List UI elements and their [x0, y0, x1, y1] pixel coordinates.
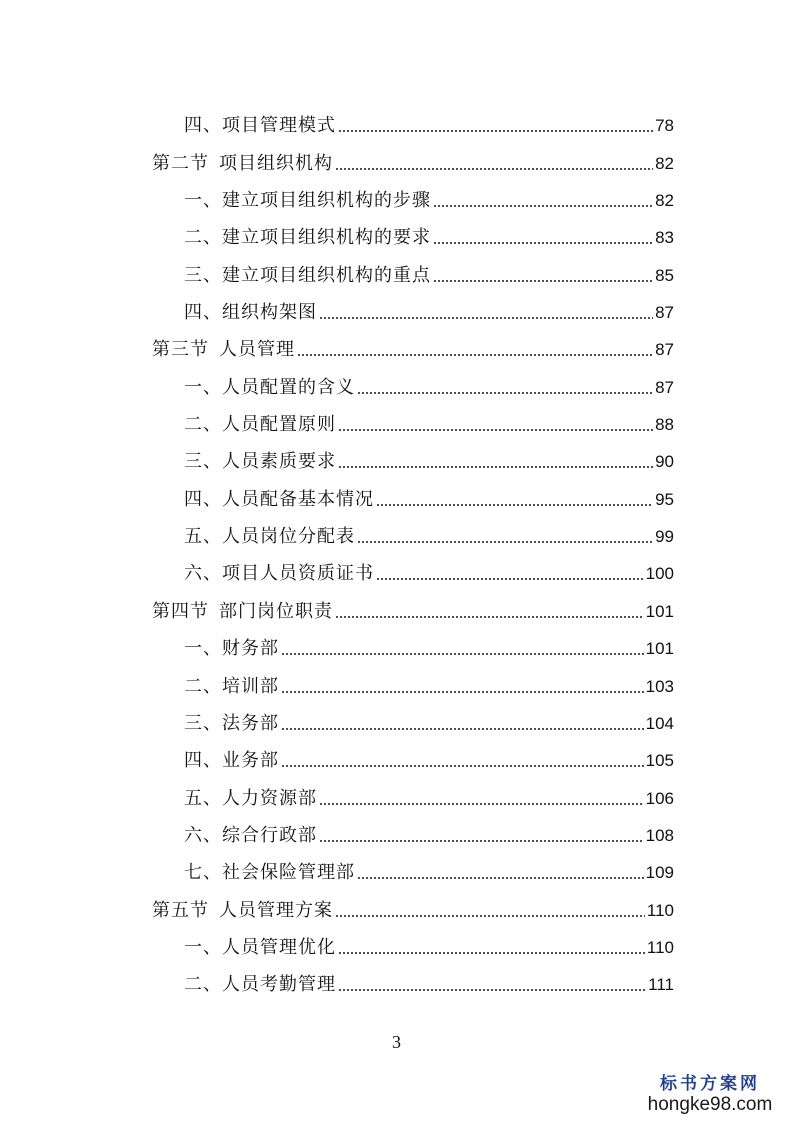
toc-entry-text: 组织构架图 — [222, 302, 317, 324]
toc-entry-page: 100 — [645, 564, 674, 584]
toc-entry-text: 项目人员资质证书 — [222, 563, 374, 585]
toc-entry-page: 90 — [655, 452, 674, 472]
dot-leader — [338, 989, 646, 991]
toc-entry-title — [184, 227, 431, 249]
toc-entry-page: 111 — [648, 975, 674, 995]
toc-entry-page: 101 — [645, 639, 674, 659]
toc-entry-page: 101 — [645, 601, 674, 621]
toc-entry-title — [152, 339, 295, 361]
toc-entry-page: 95 — [655, 489, 674, 509]
toc-entry-number: 三、 — [184, 264, 222, 286]
toc-entry-title — [184, 302, 317, 324]
toc-entry-title — [184, 974, 336, 996]
watermark-cn: 标书方案网 — [660, 1074, 760, 1094]
toc-entry-title — [184, 750, 279, 772]
toc-entry-page: 110 — [646, 900, 674, 920]
dot-leader — [357, 541, 653, 543]
dot-leader — [338, 130, 653, 132]
dot-leader — [297, 354, 653, 356]
watermark-url: hongke98.com — [647, 1094, 773, 1115]
toc-entry-number: 一、 — [184, 376, 222, 398]
toc-entry-number: 一、 — [184, 638, 222, 660]
toc-entry[interactable] — [152, 850, 674, 887]
page-number: 3 — [392, 1032, 401, 1052]
toc-entry-number: 五、 — [184, 526, 222, 548]
toc-entry-text: 人员管理 — [219, 339, 295, 361]
toc-entry-page: 83 — [655, 228, 674, 248]
toc-entry-title — [184, 862, 355, 884]
toc-entry[interactable] — [152, 887, 674, 924]
toc-entry-number: 四、 — [184, 750, 222, 772]
toc-entry-title — [184, 489, 374, 511]
toc-entry-title — [184, 676, 279, 698]
toc-entry-text: 人员管理方案 — [219, 899, 333, 921]
toc-entry-page: 103 — [645, 676, 674, 696]
toc-entry-page: 110 — [646, 937, 674, 957]
toc-entry[interactable] — [152, 925, 674, 962]
toc-entry-title — [184, 526, 355, 548]
dot-leader — [319, 803, 644, 805]
toc-entry-number: 六、 — [184, 824, 222, 846]
toc-entry-number: 第五节 — [152, 899, 209, 921]
toc-entry-text: 人员考勤管理 — [222, 974, 336, 996]
toc-entry[interactable] — [152, 103, 674, 140]
toc-entry-text: 建立项目组织机构的步骤 — [222, 190, 431, 212]
toc-entry-text: 项目组织机构 — [219, 152, 333, 174]
toc-entry-page: 85 — [655, 265, 674, 285]
toc-entry[interactable] — [152, 402, 674, 439]
dot-leader — [319, 840, 644, 842]
toc-entry[interactable] — [152, 215, 674, 252]
toc-entry[interactable] — [152, 439, 674, 476]
toc-entry-page: 106 — [645, 788, 674, 808]
toc-entry-text: 人员素质要求 — [222, 451, 336, 473]
dot-leader — [376, 578, 644, 580]
toc-entry-text: 业务部 — [222, 750, 279, 772]
dot-leader — [433, 280, 653, 282]
toc-entry[interactable] — [152, 775, 674, 812]
dot-leader — [338, 952, 645, 954]
toc-entry-number: 二、 — [184, 675, 222, 697]
toc-entry[interactable] — [152, 514, 674, 551]
toc-entry-number: 一、 — [184, 190, 222, 212]
table-of-contents — [152, 103, 674, 999]
toc-entry[interactable] — [152, 962, 674, 999]
toc-entry[interactable] — [152, 738, 674, 775]
toc-entry-title — [184, 825, 317, 847]
toc-entry-number: 四、 — [184, 115, 222, 137]
toc-entry[interactable] — [152, 178, 674, 215]
toc-entry-text: 人员岗位分配表 — [222, 526, 355, 548]
toc-entry[interactable] — [152, 813, 674, 850]
toc-entry-page: 104 — [645, 713, 674, 733]
toc-entry-text: 人员管理优化 — [222, 936, 336, 958]
toc-entry-text: 人员配备基本情况 — [222, 488, 374, 510]
dot-leader — [319, 317, 653, 319]
toc-entry-title — [184, 190, 431, 212]
toc-entry-title — [152, 601, 333, 623]
toc-entry-text: 部门岗位职责 — [219, 600, 333, 622]
toc-entry-page: 87 — [655, 340, 674, 360]
dot-leader — [281, 653, 644, 655]
toc-entry-text: 人力资源部 — [222, 787, 317, 809]
toc-entry-title — [184, 265, 431, 287]
toc-entry-number: 四、 — [184, 488, 222, 510]
dot-leader — [281, 765, 644, 767]
toc-entry-text: 项目管理模式 — [222, 115, 336, 137]
toc-entry-page: 105 — [645, 751, 674, 771]
toc-entry-number: 六、 — [184, 563, 222, 585]
toc-entry-title — [184, 713, 279, 735]
toc-entry[interactable] — [152, 701, 674, 738]
toc-entry-page: 82 — [655, 191, 674, 211]
dot-leader — [433, 242, 653, 244]
watermark-logo — [635, 1069, 785, 1116]
toc-entry[interactable] — [152, 551, 674, 588]
toc-entry-page: 99 — [655, 527, 674, 547]
toc-entry-title — [184, 451, 336, 473]
toc-entry-text: 社会保险管理部 — [222, 862, 355, 884]
dot-leader — [433, 205, 653, 207]
dot-leader — [357, 877, 644, 879]
toc-entry-number: 第四节 — [152, 600, 209, 622]
toc-entry-number: 七、 — [184, 862, 222, 884]
toc-entry-text: 人员配置原则 — [222, 414, 336, 436]
toc-entry-title — [184, 937, 336, 959]
dot-leader — [357, 392, 653, 394]
toc-entry-page: 108 — [645, 825, 674, 845]
dot-leader — [335, 915, 645, 917]
toc-entry-page: 88 — [655, 415, 674, 435]
toc-entry[interactable] — [152, 476, 674, 513]
toc-entry-number: 三、 — [184, 712, 222, 734]
toc-entry-title — [184, 414, 336, 436]
dot-leader — [335, 616, 644, 618]
dot-leader — [338, 466, 653, 468]
toc-entry-title — [184, 115, 336, 137]
toc-entry-page: 87 — [655, 303, 674, 323]
toc-entry-title — [152, 900, 333, 922]
toc-entry[interactable] — [152, 588, 674, 625]
toc-entry-number: 一、 — [184, 936, 222, 958]
toc-entry-number: 二、 — [184, 227, 222, 249]
toc-entry[interactable] — [152, 290, 674, 327]
toc-entry-text: 综合行政部 — [222, 824, 317, 846]
dot-leader — [335, 168, 653, 170]
toc-entry-number: 第二节 — [152, 152, 209, 174]
toc-entry-title — [152, 153, 333, 175]
toc-entry-number: 五、 — [184, 787, 222, 809]
toc-entry[interactable] — [152, 140, 674, 177]
toc-entry-text: 建立项目组织机构的重点 — [222, 264, 431, 286]
toc-entry-page: 87 — [655, 377, 674, 397]
toc-entry-text: 建立项目组织机构的要求 — [222, 227, 431, 249]
toc-entry[interactable] — [152, 252, 674, 289]
toc-entry[interactable] — [152, 364, 674, 401]
toc-entry[interactable] — [152, 626, 674, 663]
toc-entry-title — [184, 788, 317, 810]
toc-entry-page: 109 — [645, 863, 674, 883]
toc-entry-title — [184, 377, 355, 399]
toc-entry-title — [184, 638, 279, 660]
toc-entry-text: 人员配置的含义 — [222, 376, 355, 398]
toc-entry-title — [184, 563, 374, 585]
dot-leader — [281, 728, 644, 730]
toc-entry[interactable] — [152, 327, 674, 364]
toc-entry-number: 三、 — [184, 451, 222, 473]
toc-entry-number: 二、 — [184, 974, 222, 996]
toc-entry-number: 第三节 — [152, 339, 209, 361]
toc-entry-text: 财务部 — [222, 638, 279, 660]
toc-entry-text: 培训部 — [222, 675, 279, 697]
toc-entry[interactable] — [152, 663, 674, 700]
dot-leader — [281, 691, 644, 693]
toc-entry-page: 78 — [655, 116, 674, 136]
toc-entry-number: 二、 — [184, 414, 222, 436]
dot-leader — [376, 504, 653, 506]
toc-entry-text: 法务部 — [222, 712, 279, 734]
toc-entry-number: 四、 — [184, 302, 222, 324]
toc-entry-page: 82 — [655, 153, 674, 173]
dot-leader — [338, 429, 653, 431]
